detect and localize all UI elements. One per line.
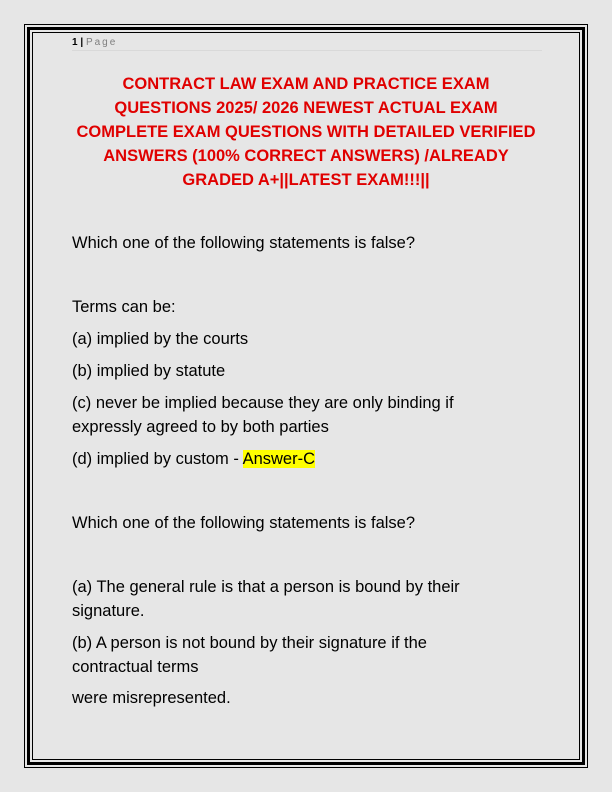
page-header	[72, 37, 542, 51]
q2-option-a: (a) The general rule is that a person is bound by their signature.	[72, 578, 460, 620]
q2-question: Which one of the following statements is false?	[72, 514, 416, 532]
document-title: CONTRACT LAW EXAM AND PRACTICE EXAM QUESTIONS 2025/ 2026 NEWEST ACTUAL EXAM COMPLETE EXAM QUESTIONS WITH DETAILED VERIFIED ANSWERS (100% CORRECT ANSWERS) /ALREADY GRADED A+||LATEST EXAM!!!||	[76, 75, 536, 189]
q1-option-a: (a) implied by the courts	[72, 330, 249, 348]
q1-option-b: (b) implied by statute	[72, 362, 226, 380]
q1-option-d-line	[72, 447, 542, 471]
page-number: 1	[72, 37, 78, 48]
page-word: Page	[85, 37, 118, 48]
q2-option-b: (b) A person is not bound by their signature if the contractual terms	[72, 634, 427, 676]
q1-option-c: (c) never be implied because they are only binding if expressly agreed to by both parties	[72, 394, 454, 436]
q1-stem: Terms can be:	[72, 298, 176, 316]
q1-question: Which one of the following statements is false?	[72, 234, 416, 252]
page-separator: |	[80, 37, 84, 48]
q2-option-b-continued: were misrepresented.	[72, 689, 231, 707]
q1-answer-highlight: Answer-C	[242, 450, 315, 468]
q1-option-d: (d) implied by custom -	[72, 450, 243, 468]
